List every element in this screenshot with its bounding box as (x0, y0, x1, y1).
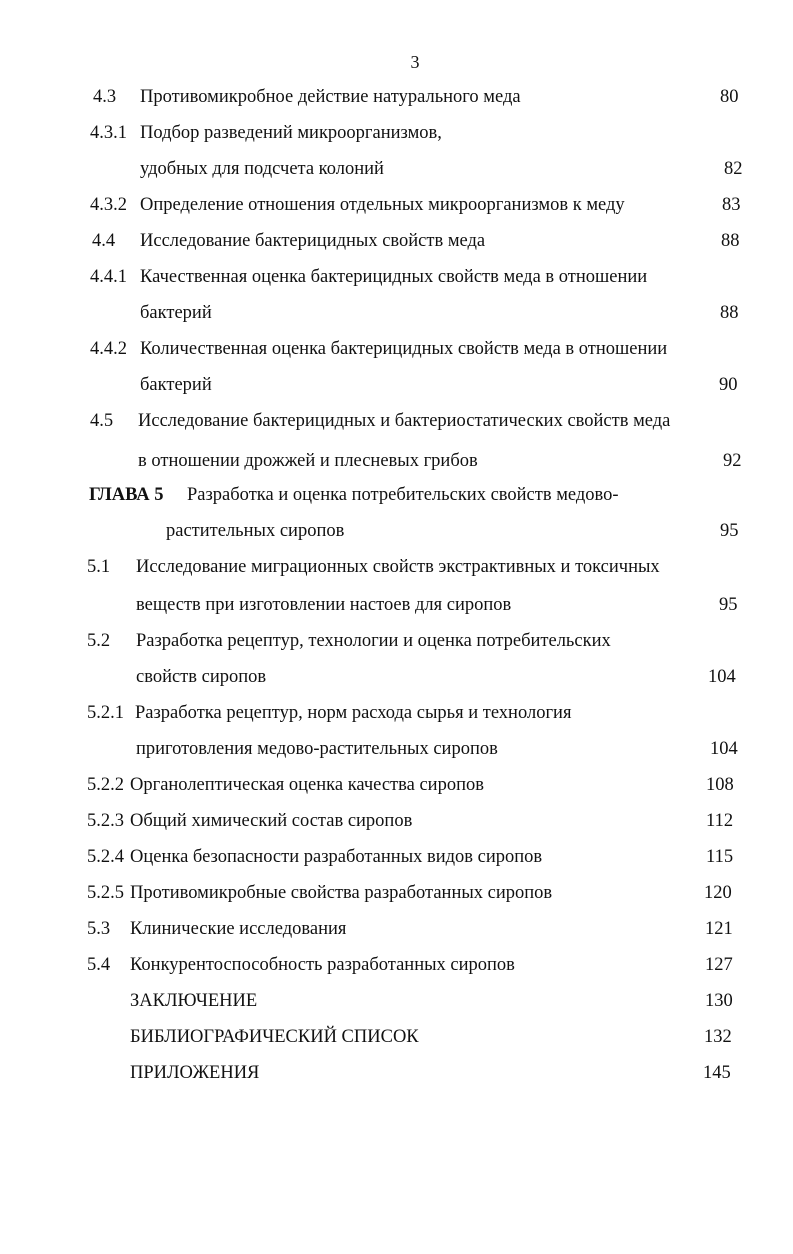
toc-entry-title: Качественная оценка бактерицидных свойств меда в отношении (140, 267, 648, 287)
toc-entry-number: 4.3.2 (90, 195, 127, 215)
toc-entry-title: бактерий (140, 303, 212, 323)
toc-entry-page: 132 (704, 1027, 732, 1047)
toc-entry-title: Противомикробное действие натурального меда (140, 87, 521, 107)
toc-entry-title: Конкурентоспособность разработанных сиропов (130, 955, 515, 975)
toc-entry-title: Клинические исследования (130, 919, 347, 939)
toc-entry-page: 108 (706, 775, 734, 795)
toc-entry-number: 4.4 (92, 231, 116, 251)
toc-entry-page: 115 (706, 847, 734, 867)
toc-entry-number: 5.1 (87, 557, 111, 577)
toc-entry-number: ГЛАВА 5 (89, 485, 164, 505)
toc-entry-title: в отношении дрожжей и плесневых грибов (138, 451, 478, 471)
toc-entry-page: 90 (719, 375, 738, 395)
toc-entry-number: 5.2.4 (87, 847, 124, 867)
toc-entry-number: 5.2.5 (87, 883, 124, 903)
toc-entry-title: Исследование бактерицидных и бактериостатических свойств меда (138, 411, 671, 431)
toc-entry-number: 4.5 (90, 411, 114, 431)
toc-entry-page: 104 (710, 739, 738, 759)
toc-entry-page: 88 (721, 231, 740, 251)
toc-entry-page: 145 (703, 1063, 731, 1083)
toc-entry-title: веществ при изготовлении настоев для сиропов (136, 595, 512, 615)
toc-entry-page: 104 (708, 667, 736, 687)
toc-entry-page: 121 (705, 919, 733, 939)
toc-entry-title: Разработка рецептур, норм расхода сырья и технология (135, 703, 572, 723)
toc-entry-number: 5.2.2 (87, 775, 124, 795)
toc-entry-title: Разработка и оценка потребительских свойств медово- (187, 485, 619, 505)
toc-entry-title: Определение отношения отдельных микроорганизмов к меду (140, 195, 625, 215)
toc-entry-number: 5.2.3 (87, 811, 124, 831)
toc-entry-title: Общий химический состав сиропов (130, 811, 413, 831)
toc-entry-number: 5.3 (87, 919, 111, 939)
toc-entry-title: растительных сиропов (166, 521, 345, 541)
toc-entry-page: 120 (704, 883, 732, 903)
toc-entry-title: Подбор разведений микроорганизмов, (140, 123, 442, 143)
toc-entry-title: Исследование бактерицидных свойств меда (140, 231, 486, 251)
toc-entry-number: 4.3 (93, 87, 117, 107)
toc-entry-number: 4.4.1 (90, 267, 127, 287)
toc-entry-page: 88 (720, 303, 739, 323)
toc-entry-title: Оценка безопасности разработанных видов сиропов (130, 847, 543, 867)
toc-entry-number: 5.4 (87, 955, 111, 975)
toc-entry-title: бактерий (140, 375, 212, 395)
toc-entry-number: 5.2 (87, 631, 111, 651)
toc-entry-page: 95 (720, 521, 739, 541)
toc-entry-number: 4.4.2 (90, 339, 127, 359)
toc-entry-title: Разработка рецептур, технологии и оценка потребительских (136, 631, 611, 651)
toc-entry-page: 127 (705, 955, 733, 975)
toc-entry-title: приготовления медово-растительных сиропов (136, 739, 498, 759)
toc-entry-title: ПРИЛОЖЕНИЯ (130, 1063, 260, 1083)
toc-entry-title: удобных для подсчета колоний (140, 159, 384, 179)
toc-entry-page: 83 (722, 195, 741, 215)
toc-entry-title: БИБЛИОГРАФИЧЕСКИЙ СПИСОК (130, 1027, 419, 1047)
toc-entry-title: свойств сиропов (136, 667, 267, 687)
toc-entry-title: Противомикробные свойства разработанных сиропов (130, 883, 553, 903)
toc-entry-page: 112 (706, 811, 734, 831)
toc-entry-title: Количественная оценка бактерицидных свойств меда в отношении (140, 339, 668, 359)
toc-entry-page: 130 (705, 991, 733, 1011)
toc-entry-page: 82 (724, 159, 743, 179)
toc-entry-title: Исследование миграционных свойств экстрактивных и токсичных (136, 557, 660, 577)
toc-entry-number: 4.3.1 (90, 123, 127, 143)
toc-entry-page: 80 (720, 87, 739, 107)
page-number: 3 (410, 52, 420, 72)
toc-entry-number: 5.2.1 (87, 703, 124, 723)
toc-entry-title: ЗАКЛЮЧЕНИЕ (130, 991, 258, 1011)
toc-entry-page: 95 (719, 595, 738, 615)
toc-entry-title: Органолептическая оценка качества сиропов (130, 775, 484, 795)
toc-entry-page: 92 (723, 451, 742, 471)
